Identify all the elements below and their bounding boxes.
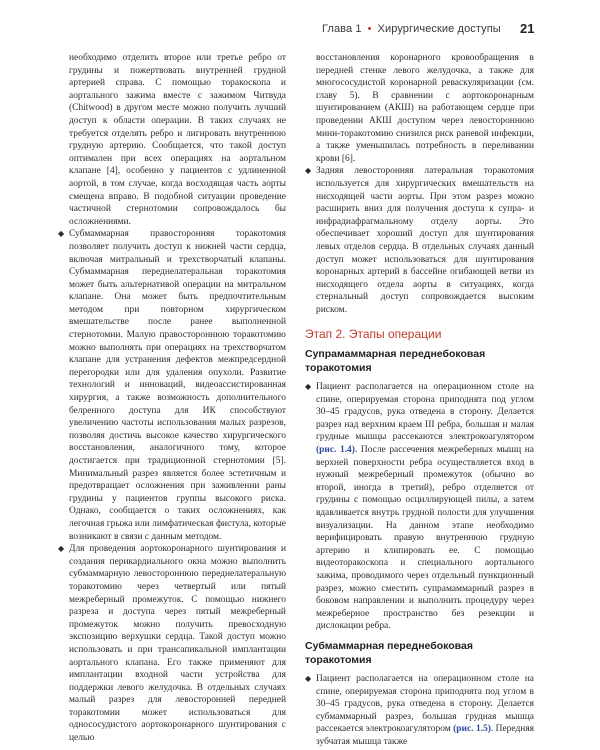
paragraph-text: . Передняя зубчатая мышца также <box>316 724 534 747</box>
list-item <box>305 52 534 165</box>
figure-reference[interactable]: (рис. 1.5) <box>453 724 491 735</box>
bullet-icon: ◆ <box>58 544 65 554</box>
bullet-icon: ◆ <box>305 166 312 176</box>
paragraph: необходимо отделить второе или третье ребро от грудины и пожертвовать внутренней грудной артерией справа. С помощью торакоскопа и аортального зажима вместе с зажимом Читвуда (Chitwood) в другом месте можно получить лучший доступ к области операции. В таких случаях не требуется отделять ребро и лигировать внутреннюю грудную артерию. Сообщается, что такой доступ оптимален при всех операциях на аортальном клапане [4], особенно у пациентов с удлиненной аортой, в том случае, когда восходящая часть аорты смещена вправо. В подобной ситуации проведение частичной стернотомии сопровождалось бы осложнениями. <box>69 53 286 227</box>
paragraph: Субмаммарная правосторонняя торакотомия позволяет получить доступ к нижней части сердца, включая митральный и трехстворчатый клапаны. Субмаммарная переднелатеральная торакотомия может быть альтернативой операции на митральном клапане. Она может быть предпочтительным методом при повторном хирургическом вмешательстве после ранее выполненной стернотомии. Малую правостороннюю торакотомию можно выполнять при операциях на трехстворчатом клапане для устранения дефектов межпредсердной перегородки или для удаления опухоли. Развитие технологий и инноваций, видеоассистированная хирургия, а также возможность дополнительного белренного доступа для ИК способствуют увеличению частоты использования малых разрезов, позволяя достичь высокое качество хирургического восстановления, аналогичного тому, которое достигается при традиционной стернотомии [5]. Минимальный разрез является более эстетичным и предотвращает осложнения при заживлении раны грудины у пациентов группы высокого риска. Однако, сообщается о таких осложнениях, как легочная грыжа или лимфатическая фистула, которые возникают в связи с данным методом. <box>69 229 286 542</box>
paragraph-text: . После рассечения межреберных мышц на верхней поверхности ребра осуществляется вход в нужный межреберный промежуток (обычно во второй, иногда в третий), ребро отделяется от грудины с помощью осциллирующей пилы, а затем вдавливается внутрь грудной полости для улучшения визуализации. На данном этапе необходимо верифицировать правую внутреннюю грудную артерию и клипировать ее. С помощью видеоторакоскопа и специального аортального зажима, проводимого через отдельный пункционный разрез, можно сместить супрамаммарный разрез в боковом направлении и выполнить процедуру через межреберное пространство без резекции и дислокации ребра. <box>316 445 534 632</box>
list-item <box>58 543 286 745</box>
subsection-heading: Супрамаммарная переднебоковая торакотомия <box>305 348 486 375</box>
right-column <box>305 52 534 749</box>
paragraph-text: Пациент располагается на операционном столе на спине, оперируемая сторона приподнята под углом 30–45 градусов, рука отведена в сторону. Делается разрез над верхним краем III ребра, большая и малая грудные мышцы рассекаются электрокоагулятором <box>316 382 534 443</box>
running-header <box>0 0 600 44</box>
paragraph: Для проведения аортокоронарного шунтирования и создания перикардиального окна можно выполнить субмаммарную левостороннюю переднелатеральную торакотомию через четвертый или пятый межреберный промежуток. С помощью нижнего разреза и доступа через пятый межреберный промежуток можно получить превосходную экспозицию верхушки сердца. Такой доступ можно использовать и при трансапикальной имплантации аортального клапана. Его также применяют для имплантации входной части устройства для поддержки левого желудочка. В отдельных случаях малый разрез для левосторонней передней торакотомии может использоваться для однососудистого аортокоронарного шунтирования с целью <box>69 544 286 744</box>
step-list <box>305 381 534 633</box>
paragraph <box>316 673 534 749</box>
bullet-icon: ◆ <box>305 673 312 683</box>
list-item <box>305 673 534 749</box>
page-number: 21 <box>520 21 535 36</box>
chapter-title: Хирургические доступы <box>377 23 501 35</box>
chapter-label: Глава 1 <box>322 23 362 35</box>
paragraph: Задняя левосторонняя латеральная торакотомия используется для хирургических вмешательств на нисходящей части аорты. При этом разрез можно расширить вниз для получения доступа к супра- и инфрадиафрагмальному отделу аорты. Это обеспечивает хороший доступ для шунтирования левых отделов сердца. В отдельных случаях данный доступ может использоваться для шунтирования коронарных артерий в бассейне огибающей ветви из нисходящего отдела аорты в ситуациях, когда стернальный доступ сопровождается высоким риском. <box>316 166 534 315</box>
bullet-icon: ◆ <box>58 229 65 239</box>
list-item <box>58 228 286 543</box>
left-bullet-list <box>58 52 286 745</box>
paragraph-text: Пациент располагается на операционном столе на спине, оперируемая сторона приподнята под углом в 30–45 градусов, рука отведена в сторону. Делается субмаммарный разрез, большая грудная мышца рассекается электрокоагулятором <box>316 673 534 735</box>
list-item <box>58 52 286 228</box>
list-item <box>305 165 534 316</box>
chapter-heading <box>322 23 501 35</box>
bullet-icon: ◆ <box>305 382 312 392</box>
left-column <box>58 52 286 745</box>
figure-reference[interactable]: (рис. 1.4) <box>316 445 355 456</box>
paragraph: восстановления коронарного кровообращения в передней стенке левого желудочка, а также для многососудистой коронарной реваскуляризации (см. главу 5). В сравнении с аортокоронарным шунтированием (АКШ) на работающем сердце при проведении АКШ доступом через левостороннюю мини-торакотомию снизился риск раневой инфекции, а также уменьшилась потребность в переливании крови [6]. <box>316 53 534 164</box>
section-heading: Этап 2. Этапы операции <box>305 327 442 342</box>
step-list <box>305 673 534 749</box>
paragraph <box>316 381 534 633</box>
list-item <box>305 381 534 633</box>
subsection-heading: Субмаммарная переднебоковая торакотомия <box>305 639 473 666</box>
right-bullet-list <box>305 52 534 316</box>
separator-dot: • <box>367 23 372 35</box>
